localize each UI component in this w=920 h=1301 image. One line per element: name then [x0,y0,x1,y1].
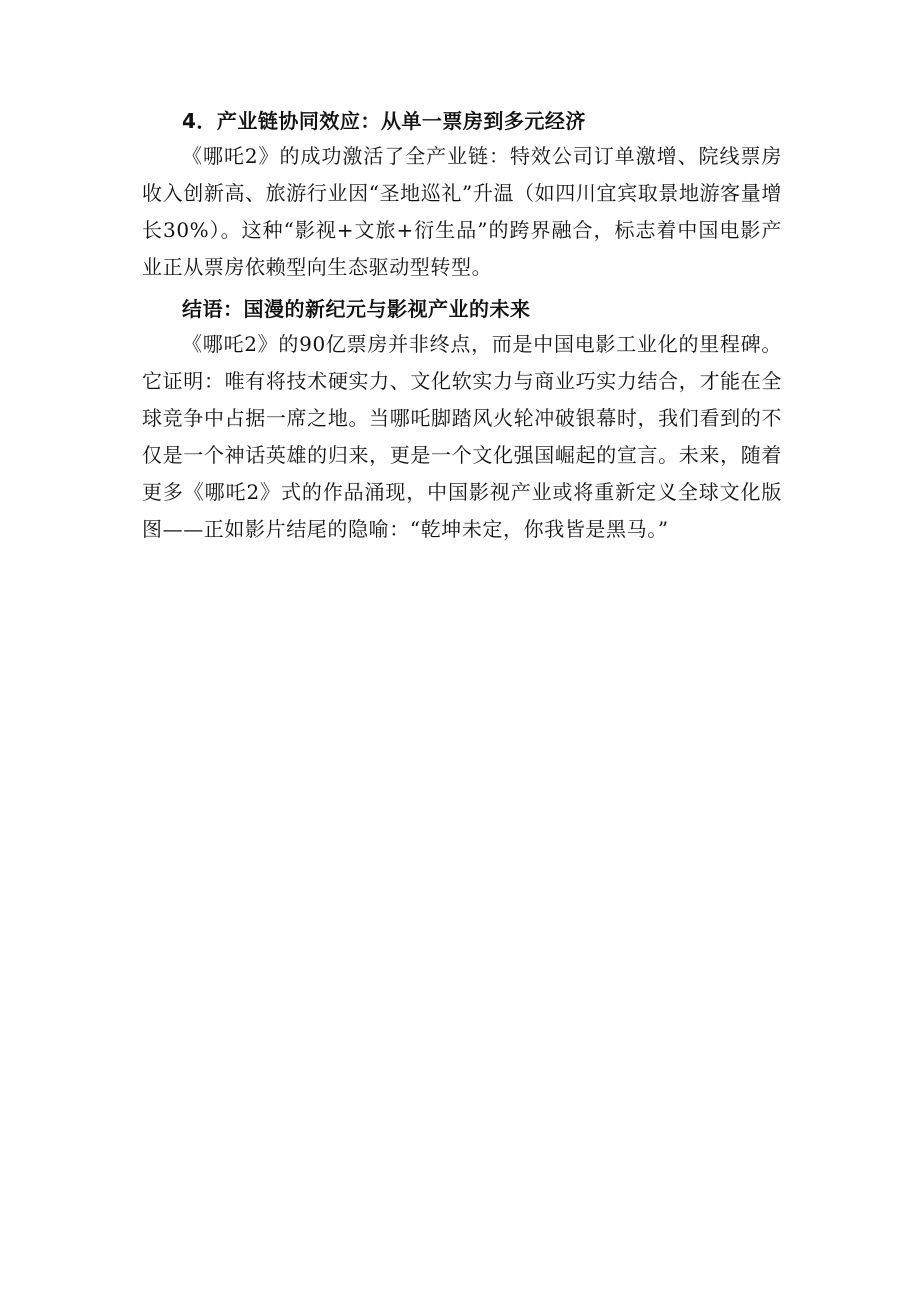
document-body [142,104,782,548]
section-paragraph-conclusion: 《哪吒2》的90亿票房并非终点，而是中国电影工业化的里程碑。它证明：唯有将技术硬实力、文化软实力与商业巧实力结合，才能在全球竞争中占据一席之地。当哪吒脚踏风火轮冲破银幕时，我们看到的不仅是一个神话英雄的归来，更是一个文化强国崛起的宣言。未来，随着更多《哪吒2》式的作品涌现，中国影视产业或将重新定义全球文化版图——正如影片结尾的隐喻：“乾坤未定，你我皆是黑马。” [142,332,782,541]
section-heading-industry-chain: 4．产业链协同效应：从单一票房到多元经济 [182,109,586,133]
section-heading-conclusion: 结语：国漫的新纪元与影视产业的未来 [182,297,531,321]
section-paragraph-industry-chain: 《哪吒2》的成功激活了全产业链：特效公司订单激增、院线票房收入创新高、旅游行业因“圣地巡礼”升温（如四川宜宾取景地游客量增长30%）。这种“影视+文旅+衍生品”的跨界融合，标志着中国电影产业正从票房依赖型向生态驱动型转型。 [142,144,782,279]
